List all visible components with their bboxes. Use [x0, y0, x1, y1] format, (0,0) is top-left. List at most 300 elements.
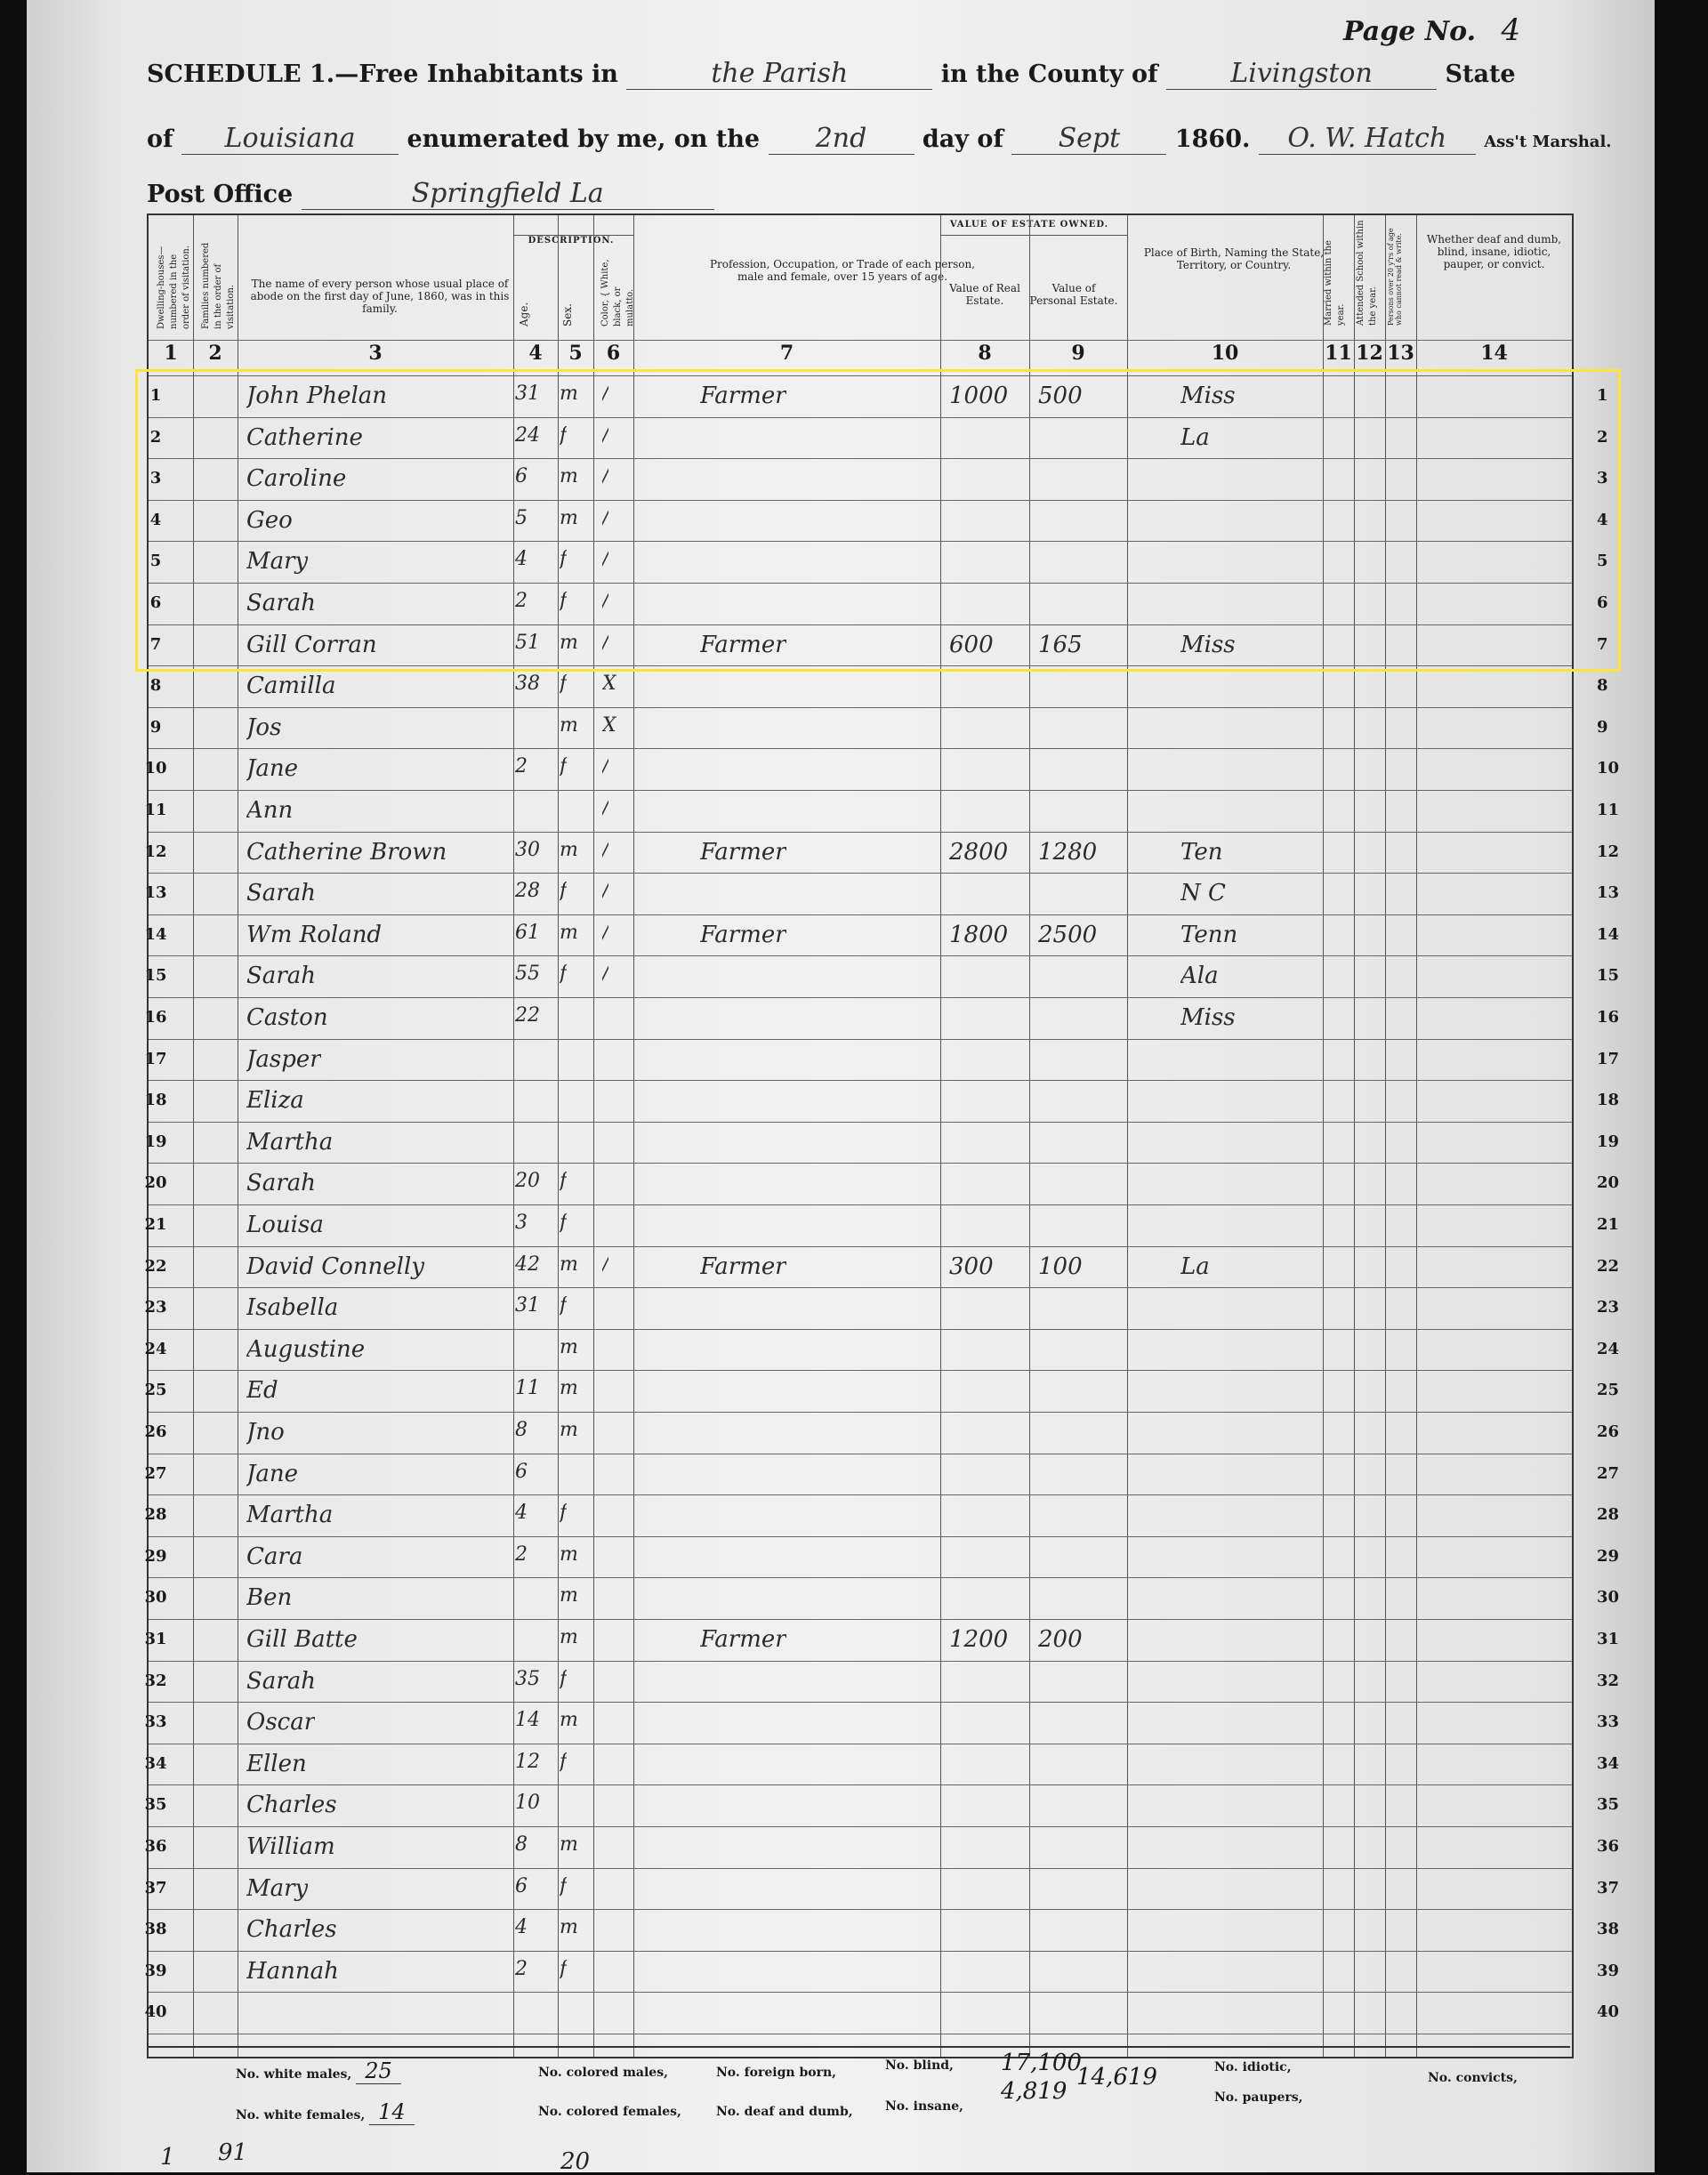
row-rule	[149, 1122, 1572, 1123]
header-line-1	[147, 58, 1516, 90]
age-cell: 61	[515, 921, 540, 944]
name-cell: Oscar	[246, 1709, 316, 1736]
birthplace-cell: La	[1180, 1253, 1210, 1280]
sex-cell: m	[560, 631, 578, 654]
right-row-number: 26	[1597, 1422, 1620, 1441]
right-row-number: 34	[1597, 1753, 1620, 1773]
sex-cell: m	[560, 1419, 578, 1441]
name-cell: Sarah	[246, 1667, 316, 1695]
row-number: 7	[149, 634, 162, 654]
row-number: 3	[149, 469, 162, 488]
row-number: 23	[144, 1298, 167, 1317]
name-cell: Jos	[246, 713, 282, 741]
row-rule	[149, 1992, 1572, 1993]
personal-estate-cell: 1280	[1038, 838, 1098, 866]
right-row-number: 31	[1597, 1630, 1620, 1648]
row-number: 14	[144, 924, 167, 944]
row-number: 2	[149, 427, 162, 447]
age-cell: 4	[515, 1916, 528, 1939]
right-row-number: 4	[1597, 510, 1608, 529]
row-number: 38	[144, 1920, 167, 1939]
age-cell: 30	[515, 838, 540, 861]
right-row-number: 24	[1597, 1339, 1620, 1358]
occupation-cell: Farmer	[700, 838, 786, 866]
sex-cell: m	[560, 1253, 578, 1276]
col-group-estate: VALUE OF ESTATE OWNED.	[949, 220, 1109, 230]
age-cell: 4	[515, 548, 528, 571]
column-number: 1	[164, 342, 178, 365]
col-header-age: Age.	[518, 302, 530, 326]
column-number: 6	[606, 342, 621, 365]
row-number: 18	[144, 1091, 167, 1110]
occupation-cell: Farmer	[700, 1626, 786, 1653]
age-cell: 38	[515, 673, 540, 696]
right-row-number: 33	[1597, 1712, 1620, 1732]
sex-cell: f	[560, 963, 568, 986]
row-number: 16	[144, 1008, 167, 1027]
name-cell: Catherine	[246, 423, 363, 451]
column-number: 11	[1325, 342, 1352, 365]
row-number: 19	[144, 1132, 167, 1151]
real-estate-cell: 1800	[949, 921, 1009, 948]
sex-cell: f	[560, 880, 568, 903]
col-header-dwelling: Dwelling-houses—numbered in the order of visitation.	[157, 246, 191, 329]
birthplace-cell: Ala	[1180, 963, 1219, 990]
row-number: 22	[144, 1256, 167, 1276]
column-number: 9	[1071, 342, 1085, 365]
right-row-number: 14	[1597, 924, 1620, 944]
sex-cell: m	[560, 465, 578, 488]
col-header-occupation: Profession, Occupation, or Trade of each person, male and female, over 15 years of age.	[709, 258, 976, 283]
row-number: 15	[144, 966, 167, 986]
col-header-name: The name of every person whose usual place of abode on the first day of June, 1860, was in this family.	[250, 278, 510, 315]
col-header-sex: Sex.	[561, 303, 574, 326]
personal-estate-cell: 500	[1038, 383, 1083, 409]
name-cell: Sarah	[246, 590, 316, 616]
row-number: 20	[144, 1173, 167, 1193]
page-footer	[147, 2046, 1570, 2137]
right-row-number: 7	[1597, 634, 1608, 654]
col-header-birthplace: Place of Birth, Naming the State, Territory, or Country.	[1143, 246, 1325, 271]
row-number: 27	[144, 1463, 167, 1483]
row-rule	[149, 1619, 1572, 1620]
header-rule	[149, 340, 1572, 341]
sex-cell: f	[560, 1502, 568, 1525]
name-cell: Jasper	[246, 1045, 321, 1073]
name-cell: Hannah	[246, 1957, 339, 1985]
age-cell: 24	[515, 423, 540, 447]
column-number: 10	[1211, 342, 1239, 365]
row-rule	[149, 1370, 1572, 1371]
row-rule	[149, 1868, 1572, 1869]
age-cell: 11	[515, 1377, 540, 1400]
name-cell: Ben	[246, 1584, 293, 1612]
row-rule	[149, 707, 1572, 708]
color-cell: /	[602, 1253, 609, 1276]
marshal-name: O. W. Hatch	[1259, 123, 1476, 155]
post-office-label: Post Office	[147, 181, 294, 208]
age-cell: 6	[515, 1874, 528, 1897]
name-cell: Ann	[246, 797, 294, 824]
row-number: 12	[144, 842, 167, 861]
age-cell: 22	[515, 1004, 540, 1027]
row-rule	[149, 1826, 1572, 1827]
row-number: 30	[144, 1588, 167, 1607]
sex-cell: f	[560, 1957, 568, 1980]
row-rule	[149, 832, 1572, 833]
birthplace-cell: N C	[1180, 880, 1226, 907]
row-number: 35	[144, 1795, 167, 1815]
page-number-value: 4	[1501, 12, 1521, 48]
name-cell: John Phelan	[246, 383, 388, 409]
post-office-value: Springfield La	[302, 178, 714, 210]
idiotic-label: No. idiotic,	[1214, 2060, 1292, 2074]
foreign-born-label: No. foreign born,	[716, 2066, 836, 2080]
white-males	[236, 2058, 401, 2083]
row-number: 17	[144, 1049, 167, 1068]
real-estate-cell: 600	[949, 631, 994, 658]
row-rule	[149, 1784, 1572, 1785]
right-row-number: 30	[1597, 1588, 1620, 1607]
row-rule	[149, 1204, 1572, 1205]
estate-sum: 14,619	[1076, 2064, 1157, 2090]
name-cell: David Connelly	[246, 1253, 425, 1280]
row-rule	[149, 1163, 1572, 1164]
row-number: 21	[144, 1215, 167, 1234]
color-cell: /	[602, 548, 609, 571]
row-number: 28	[144, 1505, 167, 1525]
name-cell: Sarah	[246, 1170, 316, 1197]
sex-cell: m	[560, 921, 578, 944]
white-females-value: 14	[369, 2099, 415, 2125]
age-cell: 20	[515, 1170, 540, 1193]
margin-mark-bottom: 91	[218, 2139, 248, 2166]
name-cell: Ellen	[246, 1750, 307, 1777]
row-number: 32	[144, 1671, 167, 1690]
color-cell: /	[602, 631, 609, 654]
right-row-number: 35	[1597, 1795, 1620, 1815]
col-header-illiterate: Persons over 20 y'rs of age who cannot read & write.	[1387, 228, 1403, 326]
occupation-cell: Farmer	[700, 383, 786, 409]
row-rule	[149, 1080, 1572, 1081]
name-cell: Sarah	[246, 880, 316, 907]
age-cell: 5	[515, 506, 528, 529]
right-row-number: 39	[1597, 1961, 1620, 1980]
row-number: 31	[144, 1630, 167, 1648]
age-cell: 6	[515, 465, 528, 488]
row-rule	[149, 1329, 1572, 1330]
marshal-label: Ass't Marshal.	[1484, 133, 1612, 151]
colored-males-label: No. colored males,	[538, 2066, 668, 2080]
sex-cell: f	[560, 673, 568, 696]
insane-label: No. insane,	[885, 2099, 964, 2114]
personal-estate-cell: 200	[1038, 1626, 1083, 1653]
blind-label: No. blind,	[885, 2058, 954, 2073]
right-row-number: 23	[1597, 1298, 1620, 1317]
name-cell: Charles	[246, 1916, 337, 1944]
row-rule	[149, 873, 1572, 874]
age-cell: 8	[515, 1833, 528, 1856]
sex-cell: f	[560, 590, 568, 612]
col-header-family: Families numbered in the order of visitation.	[201, 242, 236, 329]
color-cell: /	[602, 838, 609, 861]
sex-cell: m	[560, 1626, 578, 1648]
birthplace-cell: Tenn	[1180, 921, 1238, 948]
column-number: 8	[978, 342, 992, 365]
birthplace-cell: La	[1180, 423, 1210, 451]
row-rule	[149, 1494, 1572, 1495]
personal-estate-cell: 100	[1038, 1253, 1083, 1280]
estate-total-personal: 4,819	[1001, 2078, 1068, 2105]
age-cell: 35	[515, 1667, 540, 1690]
name-cell: Martha	[246, 1128, 334, 1156]
sex-cell: m	[560, 1709, 578, 1732]
row-rule	[149, 748, 1572, 749]
name-cell: Jane	[246, 755, 299, 783]
row-number: 37	[144, 1878, 167, 1897]
colored-females-label: No. colored females,	[538, 2105, 681, 2119]
sex-cell: f	[560, 755, 568, 778]
month-value: Sept	[1011, 123, 1166, 155]
name-cell: Caroline	[246, 465, 347, 493]
row-rule	[149, 1702, 1572, 1703]
row-number: 8	[149, 676, 162, 696]
right-row-number: 36	[1597, 1837, 1620, 1856]
birthplace-cell: Miss	[1180, 631, 1236, 658]
sex-cell: m	[560, 1335, 578, 1358]
header-line-3	[147, 178, 714, 210]
header-line-2	[147, 123, 1612, 155]
name-cell: Augustine	[246, 1335, 366, 1363]
row-rule	[149, 1536, 1572, 1537]
name-cell: Ed	[246, 1377, 278, 1405]
name-cell: Wm Roland	[246, 921, 383, 948]
column-number: 7	[779, 342, 794, 365]
col-header-married: Married within the year.	[1324, 240, 1346, 326]
right-row-number: 15	[1597, 966, 1620, 986]
right-row-number: 40	[1597, 2002, 1620, 2022]
name-cell: Geo	[246, 506, 293, 534]
name-cell: Mary	[246, 548, 309, 576]
schedule-title: SCHEDULE 1.—Free Inhabitants in	[147, 60, 618, 88]
sex-cell: m	[560, 1833, 578, 1856]
name-cell: Jane	[246, 1460, 299, 1487]
occupation-cell: Farmer	[700, 1253, 786, 1280]
col-header-school: Attended School within the year.	[1356, 220, 1378, 326]
col-header-condition: Whether deaf and dumb, blind, insane, idiotic, pauper, or convict.	[1426, 233, 1562, 270]
real-estate-cell: 1200	[949, 1626, 1009, 1653]
row-rule	[149, 1412, 1572, 1413]
white-females	[236, 2099, 415, 2124]
right-row-number: 37	[1597, 1878, 1620, 1897]
row-rule	[149, 914, 1572, 915]
name-cell: Camilla	[246, 673, 336, 700]
color-cell: /	[602, 755, 609, 778]
color-cell: /	[602, 423, 609, 447]
row-number: 24	[144, 1339, 167, 1358]
age-cell: 6	[515, 1460, 528, 1483]
color-cell: /	[602, 506, 609, 529]
column-number: 2	[208, 342, 222, 365]
right-row-number: 27	[1597, 1463, 1620, 1483]
column-number: 3	[368, 342, 383, 365]
right-row-number: 5	[1597, 552, 1608, 571]
right-row-number: 21	[1597, 1215, 1620, 1234]
column-number: 4	[528, 342, 543, 365]
age-cell: 28	[515, 880, 540, 903]
row-number: 5	[149, 552, 162, 571]
right-row-number: 25	[1597, 1381, 1620, 1400]
right-row-number: 9	[1597, 717, 1608, 737]
row-rule	[149, 1951, 1572, 1952]
row-number: 29	[144, 1546, 167, 1566]
right-row-number: 8	[1597, 676, 1608, 696]
row-number: 36	[144, 1837, 167, 1856]
right-row-number: 1	[1597, 386, 1608, 405]
row-number: 1	[149, 386, 162, 405]
row-number: 6	[149, 593, 162, 612]
age-cell: 2	[515, 755, 528, 778]
occupation-cell: Farmer	[700, 921, 786, 948]
color-cell: /	[602, 880, 609, 903]
row-number: 26	[144, 1422, 167, 1441]
right-row-number: 12	[1597, 842, 1620, 861]
age-cell: 2	[515, 1543, 528, 1566]
name-cell: Mary	[246, 1874, 309, 1902]
age-cell: 42	[515, 1253, 540, 1276]
right-row-number: 22	[1597, 1256, 1620, 1276]
row-number: 34	[144, 1753, 167, 1773]
sex-cell: m	[560, 1916, 578, 1939]
name-cell: Martha	[246, 1502, 334, 1529]
bottom-center-mark: 20	[560, 2148, 591, 2175]
color-cell: /	[602, 921, 609, 944]
page-number	[1343, 12, 1520, 48]
sex-cell: f	[560, 1170, 568, 1193]
right-row-number: 13	[1597, 883, 1620, 903]
day-value: 2nd	[769, 123, 914, 155]
color-cell: /	[602, 465, 609, 488]
white-males-value: 25	[356, 2058, 401, 2084]
sex-cell: f	[560, 1750, 568, 1773]
column-number: 12	[1356, 342, 1383, 365]
row-rule	[149, 790, 1572, 791]
sex-cell: f	[560, 1874, 568, 1897]
sex-cell: f	[560, 423, 568, 447]
right-row-number: 6	[1597, 593, 1608, 612]
convicts-label: No. convicts,	[1428, 2071, 1518, 2085]
sex-cell: f	[560, 1212, 568, 1234]
white-males-label: No. white males,	[236, 2067, 352, 2082]
right-row-number: 2	[1597, 427, 1608, 447]
row-number: 25	[144, 1381, 167, 1400]
color-cell: X	[602, 713, 616, 737]
page-label: Page No.	[1343, 16, 1477, 47]
row-number: 39	[144, 1961, 167, 1980]
of-label: of	[147, 125, 173, 153]
right-row-number: 17	[1597, 1049, 1620, 1068]
right-row-number: 38	[1597, 1920, 1620, 1939]
age-cell: 10	[515, 1792, 540, 1815]
age-cell: 12	[515, 1750, 540, 1773]
age-cell: 8	[515, 1419, 528, 1441]
row-number: 11	[144, 801, 167, 819]
row-number: 13	[144, 883, 167, 903]
column-number: 5	[568, 342, 583, 365]
birthplace-cell: Ten	[1180, 838, 1223, 866]
row-number: 33	[144, 1712, 167, 1732]
age-cell: 55	[515, 963, 540, 986]
row-rule	[149, 1661, 1572, 1662]
color-cell: /	[602, 383, 609, 405]
sex-cell: f	[560, 1294, 568, 1317]
age-cell: 14	[515, 1709, 540, 1732]
paupers-label: No. paupers,	[1214, 2090, 1303, 2105]
name-cell: Catherine Brown	[246, 838, 447, 866]
col-header-personal-estate: Value of Personal Estate.	[1029, 282, 1118, 307]
occupation-cell: Farmer	[700, 631, 786, 658]
right-row-number: 29	[1597, 1546, 1620, 1566]
row-rule	[149, 1577, 1572, 1578]
color-cell: /	[602, 797, 609, 819]
age-cell: 3	[515, 1212, 528, 1234]
estate-total-real: 17,100	[1001, 2050, 1082, 2076]
age-cell: 4	[515, 1502, 528, 1525]
margin-mark-left: 1	[160, 2144, 175, 2171]
personal-estate-cell: 2500	[1038, 921, 1098, 948]
name-cell: William	[246, 1833, 335, 1860]
place-value: the Parish	[626, 58, 932, 90]
real-estate-cell: 300	[949, 1253, 994, 1280]
state-label: State	[1445, 60, 1516, 88]
day-of-label: day of	[922, 125, 1004, 153]
right-row-number: 16	[1597, 1008, 1620, 1027]
sex-cell: f	[560, 1667, 568, 1690]
color-cell: /	[602, 590, 609, 612]
row-number: 40	[144, 2002, 167, 2022]
right-row-number: 3	[1597, 469, 1608, 488]
birthplace-cell: Miss	[1180, 383, 1236, 409]
sex-cell: m	[560, 1377, 578, 1400]
right-row-number: 28	[1597, 1505, 1620, 1525]
col-header-real-estate: Value of Real Estate.	[949, 282, 1020, 307]
age-cell: 2	[515, 590, 528, 612]
sex-cell: m	[560, 383, 578, 405]
sex-cell: m	[560, 1584, 578, 1607]
estate-group-rule	[940, 235, 1127, 236]
real-estate-cell: 2800	[949, 838, 1009, 866]
enumerated-label: enumerated by me, on the	[407, 125, 761, 153]
real-estate-cell: 1000	[949, 383, 1009, 409]
row-number: 4	[149, 510, 162, 529]
sex-cell: m	[560, 713, 578, 737]
right-row-number: 19	[1597, 1132, 1620, 1151]
name-cell: Gill Corran	[246, 631, 377, 658]
sex-cell: m	[560, 1543, 578, 1566]
age-cell: 51	[515, 631, 540, 654]
age-cell: 31	[515, 1294, 540, 1317]
name-cell: Sarah	[246, 963, 316, 990]
year-value: 1860.	[1174, 125, 1251, 153]
row-rule	[149, 997, 1572, 998]
sex-cell: m	[560, 838, 578, 861]
row-rule	[149, 1909, 1572, 1910]
sex-cell: f	[560, 548, 568, 571]
name-cell: Louisa	[246, 1212, 324, 1238]
name-cell: Gill Batte	[246, 1626, 358, 1653]
right-row-number: 32	[1597, 1671, 1620, 1690]
county-label: in the County of	[940, 60, 1158, 88]
